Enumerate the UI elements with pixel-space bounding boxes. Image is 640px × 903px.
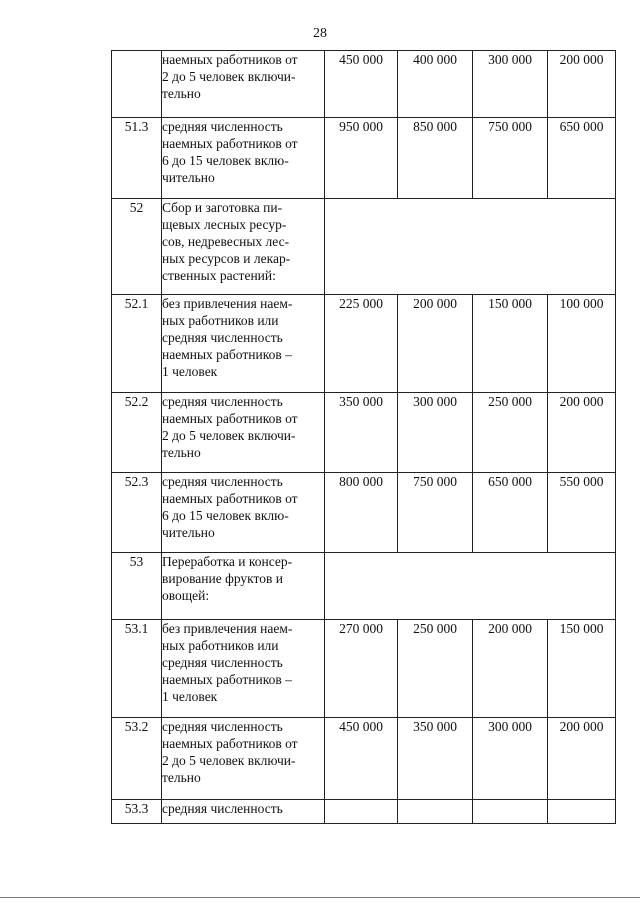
value-cell: 200 000 [548,718,616,800]
row-number-cell: 53.3 [112,800,162,824]
table-row [112,295,616,393]
description-line: наемных работников от [162,491,298,506]
table-row [112,393,616,473]
description-line: 2 до 5 человек включи- [162,69,296,84]
table-row [112,553,616,620]
row-description-cell [162,199,325,295]
description-line: средняя численность [162,655,283,670]
description-line: наемных работников от [162,411,298,426]
value-cell: 200 000 [473,620,548,718]
value-cell: 225 000 [325,295,398,393]
description-line: ственных растений: [162,268,276,283]
tariff-table [111,50,616,824]
description-line: наемных работников – [162,672,292,687]
description-line: средняя численность [162,719,283,734]
description-line: ных работников или [162,638,279,653]
row-description-cell [162,800,325,824]
value-cell: 150 000 [548,620,616,718]
value-cell: 650 000 [473,473,548,553]
value-cell: 100 000 [548,295,616,393]
row-number-cell: 52.1 [112,295,162,393]
description-line: Сбор и заготовка пи- [162,200,283,215]
value-cell: 200 000 [548,51,616,118]
table-row [112,199,616,295]
value-cell [473,800,548,824]
value-cell: 250 000 [398,620,473,718]
description-line: ных ресурсов и лекар- [162,251,291,266]
description-line: наемных работников – [162,347,292,362]
table-row [112,118,616,199]
row-description-cell [162,620,325,718]
description-line: чительно [162,525,215,540]
description-line: наемных работников от [162,736,298,751]
value-cell: 350 000 [398,718,473,800]
page-bottom-rule [0,897,640,898]
table-row [112,51,616,118]
description-line: средняя численность [162,119,283,134]
value-cell: 950 000 [325,118,398,199]
row-number-cell: 51.3 [112,118,162,199]
description-line: 2 до 5 человек включи- [162,428,296,443]
table-row [112,718,616,800]
description-line: чительно [162,170,215,185]
description-line: средняя численность [162,330,283,345]
description-line: Переработка и консер- [162,554,293,569]
description-line: тельно [162,770,201,785]
description-line: ных работников или [162,313,279,328]
row-description-cell [162,295,325,393]
row-description-cell [162,118,325,199]
row-number-cell: 53.2 [112,718,162,800]
description-line: щевых лесных ресур- [162,217,287,232]
value-cell: 350 000 [325,393,398,473]
row-number-cell: 52 [112,199,162,295]
value-cell [548,800,616,824]
description-line: тельно [162,445,201,460]
value-cell: 550 000 [548,473,616,553]
value-cell: 250 000 [473,393,548,473]
value-cell [398,800,473,824]
value-cell: 400 000 [398,51,473,118]
row-number-cell: 53 [112,553,162,620]
description-line: 1 человек [162,689,218,704]
row-description-cell [162,51,325,118]
value-cell: 300 000 [473,718,548,800]
row-number-cell: 52.3 [112,473,162,553]
value-cell: 650 000 [548,118,616,199]
value-cell [325,800,398,824]
merged-empty-cell [325,553,616,620]
table-row [112,473,616,553]
value-cell: 200 000 [398,295,473,393]
description-line: вирование фруктов и [162,571,283,586]
description-line: средняя численность [162,801,283,816]
row-description-cell [162,393,325,473]
description-line: сов, недревесных лес- [162,234,290,249]
row-number-cell: 53.1 [112,620,162,718]
value-cell: 850 000 [398,118,473,199]
description-line: без привлечения наем- [162,296,293,311]
value-cell: 750 000 [473,118,548,199]
value-cell: 450 000 [325,51,398,118]
description-line: тельно [162,86,201,101]
row-description-cell [162,718,325,800]
description-line: овощей: [162,588,210,603]
page-number: 28 [313,26,327,41]
merged-empty-cell [325,199,616,295]
value-cell: 270 000 [325,620,398,718]
value-cell: 800 000 [325,473,398,553]
value-cell: 300 000 [398,393,473,473]
value-cell: 750 000 [398,473,473,553]
row-number-cell: 52.2 [112,393,162,473]
row-description-cell [162,553,325,620]
row-number-cell [112,51,162,118]
value-cell: 150 000 [473,295,548,393]
description-line: 6 до 15 человек вклю- [162,153,289,168]
description-line: 2 до 5 человек включи- [162,753,296,768]
value-cell: 450 000 [325,718,398,800]
description-line: без привлечения наем- [162,621,293,636]
value-cell: 300 000 [473,51,548,118]
table-row [112,800,616,824]
description-line: 6 до 15 человек вклю- [162,508,289,523]
description-line: средняя численность [162,474,283,489]
description-line: наемных работников от [162,52,298,67]
description-line: средняя численность [162,394,283,409]
description-line: 1 человек [162,364,218,379]
row-description-cell [162,473,325,553]
table-row [112,620,616,718]
description-line: наемных работников от [162,136,298,151]
value-cell: 200 000 [548,393,616,473]
